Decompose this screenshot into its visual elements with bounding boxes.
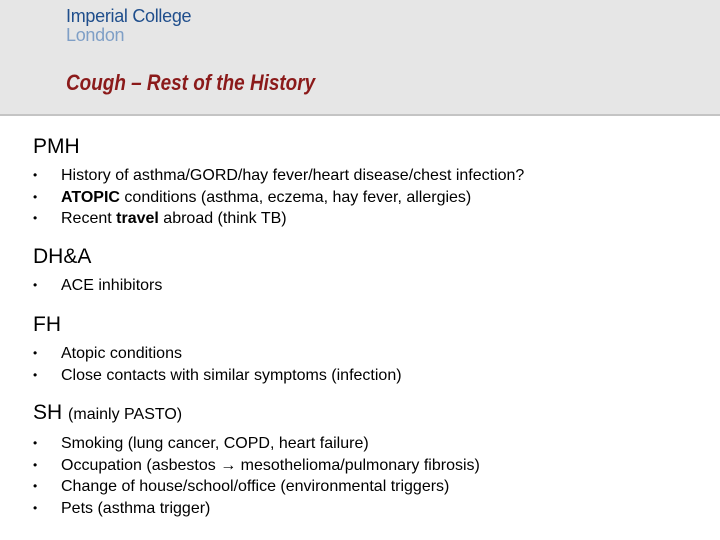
bullet-item (33, 365, 703, 387)
bullet-text: abroad (think TB) (158, 210, 287, 227)
imperial-college-logo (66, 7, 191, 45)
slide-header (0, 0, 720, 116)
bullet-item (33, 343, 703, 365)
section-heading: FH (33, 313, 61, 336)
section-heading-sub: (mainly PASTO) (68, 406, 183, 423)
bullet-list (33, 433, 703, 519)
bullet-dot: • (33, 479, 38, 493)
bullet-dot: • (33, 436, 38, 450)
bullet-text: History of asthma/GORD/hay fever/heart disease/chest infection? (61, 167, 525, 184)
bullet-dot: • (33, 367, 38, 382)
bullet-text: Close contacts with similar symptoms (infection) (61, 366, 402, 384)
slide-title: Cough – Rest of the History (66, 70, 316, 95)
bullet-list (33, 275, 703, 297)
section-dha (33, 244, 703, 297)
bullet-text-bold: travel (116, 210, 159, 227)
logo-line-2: London (66, 25, 125, 45)
bullet-dot: • (33, 189, 38, 204)
bullet-dot: • (33, 277, 38, 292)
bullet-item (33, 476, 703, 498)
bullet-text: mesothelioma/pulmonary fibrosis) (236, 456, 480, 474)
bullet-text: Pets (asthma trigger) (61, 499, 211, 517)
bullet-item (33, 187, 703, 209)
bullet-item (33, 498, 703, 520)
logo-line-1: Imperial College (66, 6, 192, 26)
bullet-item (33, 208, 703, 230)
bullet-dot: • (33, 211, 38, 225)
section-heading: PMH (33, 135, 80, 158)
section-heading (33, 400, 703, 428)
bullet-item (33, 275, 703, 297)
bullet-dot: • (33, 457, 38, 472)
section-heading-main: SH (33, 401, 63, 424)
bullet-dot: • (33, 500, 38, 515)
bullet-text-bold: ATOPIC (61, 188, 120, 206)
bullet-text: Recent (61, 210, 117, 227)
bullet-text: Atopic conditions (61, 345, 182, 362)
bullet-item (33, 165, 703, 187)
section-pmh (33, 134, 703, 230)
slide-content (33, 134, 703, 519)
bullet-list (33, 165, 703, 230)
bullet-text: conditions (asthma, eczema, hay fever, allergies) (119, 188, 472, 206)
bullet-dot: • (33, 168, 38, 182)
bullet-item (33, 455, 703, 477)
section-sh (33, 400, 703, 519)
arrow-icon: → (220, 456, 237, 474)
bullet-text: Occupation (asbestos (61, 456, 221, 474)
bullet-text: Change of house/school/office (environmental triggers) (61, 478, 450, 495)
bullet-text: Smoking (lung cancer, COPD, heart failure) (61, 435, 369, 452)
section-fh (33, 312, 703, 386)
bullet-dot: • (33, 346, 38, 360)
bullet-text: ACE inhibitors (61, 276, 163, 294)
section-heading: DH&A (33, 244, 92, 268)
bullet-item (33, 433, 703, 455)
bullet-list (33, 343, 703, 386)
